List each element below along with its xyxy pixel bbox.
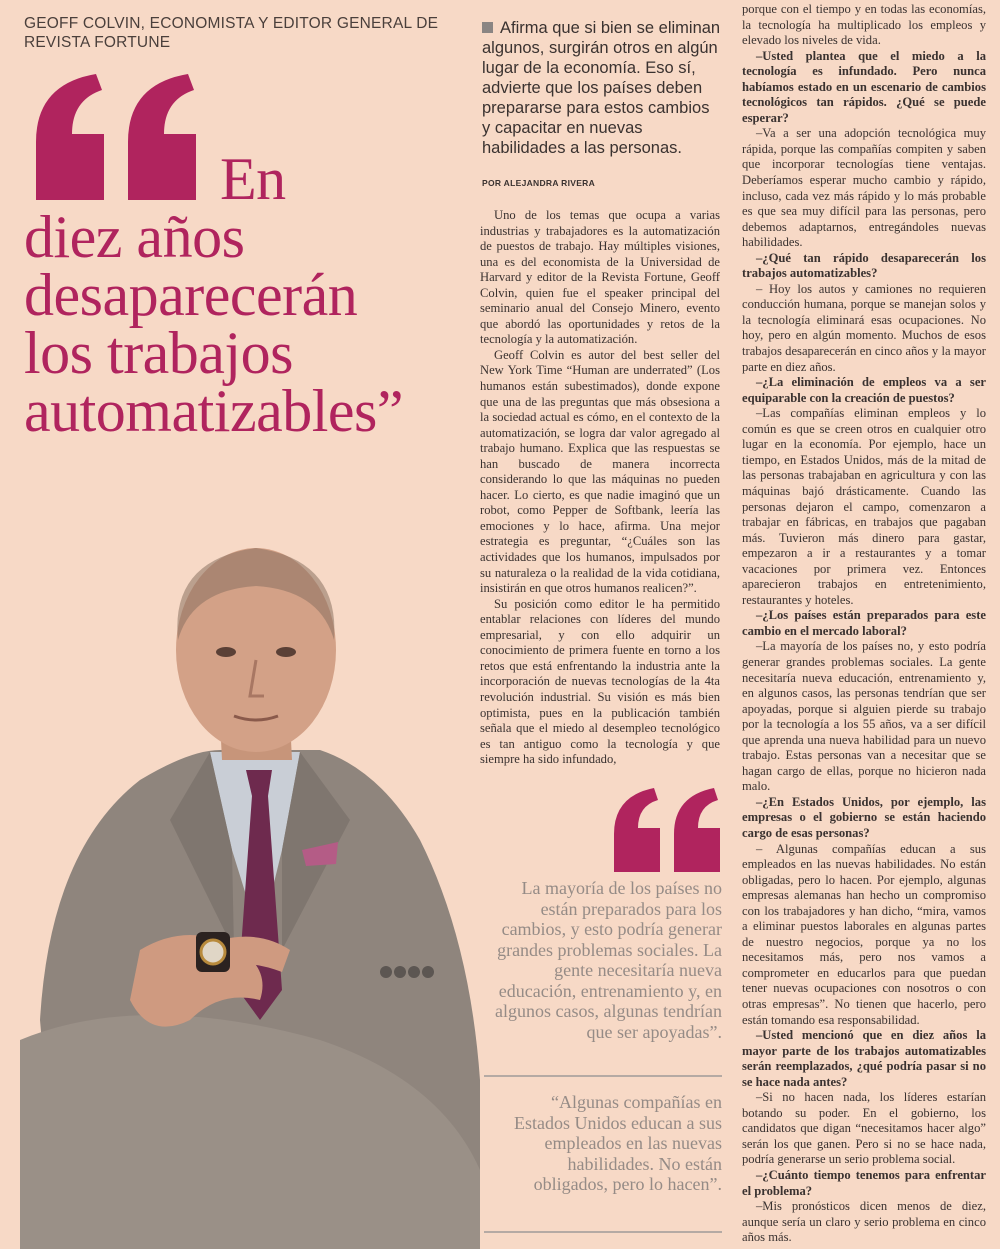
answer: – Algunas compañías educan a sus empleados en las nuevas habilidades. No están obligadas, pero lo hacen. Por ejemplo, algunas empresas alemanas han hecho un compromiso con los trabajadores y han dicho, “mira, vamos a eliminar puestos laborales en algunas partes de nuestro negocios, porque ya no los necesitamos más, pero nos vamos a comprometer en educarlos para que puedan tener nuevas ocupaciones con nosotros o con otras empresas”. No tienen que hacerlo, pero están tomando esa responsabilidad. <box>742 841 986 1027</box>
question: –Usted plantea que el miedo a la tecnología es infundado. Pero nunca habíamos estado en un escenario de cambios tecnológicos tan rápidos. ¿Qué se puede esperar? <box>742 48 986 125</box>
question: –¿Cuánto tiempo tenemos para enfrentar el problema? <box>742 1168 986 1198</box>
answer: –Si no hacen nada, los líderes estarían botando su poder. En el gobierno, los candidatos que digan “necesitamos hacer algo” serán los que ganen. Pero si no se hace nada, podría generarse un serio problema social. <box>742 1090 986 1167</box>
open-quote-icon <box>610 788 726 874</box>
headline-line: diez años <box>24 204 245 270</box>
answer: –Mis pronósticos dicen menos de diez, aunque sería un claro y serio problema en cinco años más. <box>742 1199 986 1245</box>
divider <box>484 1231 722 1233</box>
pull-quote: La mayoría de los países no están preparados para los cambios, y esto podría generar grandes problemas sociales. La gente necesitaría nueva educación, entrenamiento y, en algunos casos, algunas tendrían que ser apoyadas”. <box>495 878 722 1042</box>
headline-line: desaparecerán <box>24 262 358 328</box>
question: –Usted mencionó que en diez años la mayor parte de los trabajos automatizables serán reemplazados, ¿qué podría pasar si no se hace nada antes? <box>742 1028 986 1089</box>
answer: –Va a ser una adopción tecnológica muy rápida, porque las compañías compiten y saben que incorporar tecnologías tiene ventajas. Deberíamos esperar mucho cambio y rápido, incluso, cada vez más rápido y lo más probable es que sea muy difícil para las personas, pero debemos adaptarnos, entregándoles nuevas habilidades. <box>742 126 986 250</box>
byline: POR ALEJANDRA RIVERA <box>482 178 596 188</box>
headline-line: los trabajos <box>24 320 293 386</box>
answer: – Hoy los autos y camiones no requieren conducción humana, porque se manejan solos y la tecnología eliminará esas ocupaciones. No hoy, pero en algún momento. Muchos de esos trabajos desaparecerán en cinco años y la mayor parte en diez años. <box>742 281 986 374</box>
paragraph: Su posición como editor le ha permitido entablar relaciones con líderes del mundo empresarial, y con ello adquirir un conocimiento de primera fuente en torno a los retos que está enfrentando la industria ante la incorporación de nuevas tecnologías de la 4ta revolución industrial. Su visión es más bien optimista, pues en la publicación también señala que el miedo al desempleo tecnológico es tan antiguo como la tecnología y que siempre ha sido infundado, <box>480 596 720 767</box>
headline-line: automatizables” <box>24 378 403 444</box>
answer: –La mayoría de los países no, y esto podría generar grandes problemas sociales. La gente necesitaría nueva educación, entrenamiento y, en algunos casos, las personas tendrían que ser apoyadas, porque si alguien pierde su trabajo por la tecnología a los 55 años, va a ser difícil que aprenda una nueva habilidad para un nuevo trabajo. Estas personas van a necesitar que se hagan cargo de ellas, porque no hicieron nada malo. <box>742 639 986 794</box>
qa-paragraph: porque con el tiempo y en todas las economías, la tecnología ha multiplicado los empleos y elevado los niveles de vida. <box>742 2 986 48</box>
question: –¿Los países están preparados para este cambio en el mercado laboral? <box>742 608 986 638</box>
divider <box>484 1075 722 1077</box>
portrait-photo <box>20 520 480 1249</box>
question: –¿Qué tan rápido desaparecerán los trabajos automatizables? <box>742 250 986 281</box>
headline-line: En <box>220 146 286 212</box>
body-column-2 <box>480 208 720 768</box>
kicker: GEOFF COLVIN, ECONOMISTA Y EDITOR GENERAL DE REVISTA FORTUNE <box>24 15 439 51</box>
deck <box>482 18 722 158</box>
question: –¿En Estados Unidos, por ejemplo, las empresas o el gobierno se están haciendo cargo de esas personas? <box>742 794 986 840</box>
paragraph: Geoff Colvin es autor del best seller del New York Time “Human are underrated” (Los humanos están subestimados), donde expone que una de las preguntas que más obsesiona a la sociedad actual es cómo, en el contexto de la automatización, se logra dar valor agregado al trabajo humano. Explica que las respuestas se han buscado de manera incorrecta considerando lo que las máquinas no pueden hacer. Lo cierto, es que nadie imaginó que un robot, como Pepper de Softbank, leería las emociones y lo hace, afirma. Una mejor estrategia es preguntar, “¿Cuáles son las actividades que los humanos, impulsados por su naturaleza o la realidad de la vida cotidiana, insistirán en que otros humanos realicen?”. <box>480 347 720 596</box>
pull-quote: “Algunas compañías en Estados Unidos educan a sus empleados en las nuevas habilidades. No están obligados, pero lo hacen”. <box>514 1092 722 1194</box>
paragraph: Uno de los temas que ocupa a varias industrias y trabajadores es la automatización de puestos de trabajo. Hay múltiples visiones, una es del economista de la Universidad de Harvard y editor de la Revista Fortune, Geoff Colvin, quien fue el speaker principal del seminario anual del Consejo Minero, evento que abordó las oportunidades y retos de la tecnología y la automatización. <box>480 208 720 347</box>
body-column-3 <box>742 2 986 1246</box>
deck-text: Afirma que si bien se eliminan algunos, surgirán otros en algún lugar de la economía. Eso sí, advierte que los países deben prepararse para estos cambios y capacitar en nuevas habilidades a las personas. <box>482 19 721 157</box>
answer: –Las compañías eliminan empleos y lo común es que se creen otros en cualquier otro lugar en la economía. Por ejemplo, hace un tiempo, en Estados Unidos, más de la mitad de las personas trabajaban en agricultura y con las máquinas bajó drásticamente. Cuando las personas dejaron el campo, comenzaron a trabajar en fábricas, en trabajos que pagaban más. Tuvieron más dinero para gastar, empezaron a ir a restaurantes y a tomar vacaciones por primera vez. Entonces aparecieron trabajos en entretenimiento, restaurantes y hoteles. <box>742 406 986 607</box>
square-bullet-icon <box>482 22 493 33</box>
headline <box>24 146 464 444</box>
question: –¿La eliminación de empleos va a ser equiparable con la creación de puestos? <box>742 375 986 405</box>
